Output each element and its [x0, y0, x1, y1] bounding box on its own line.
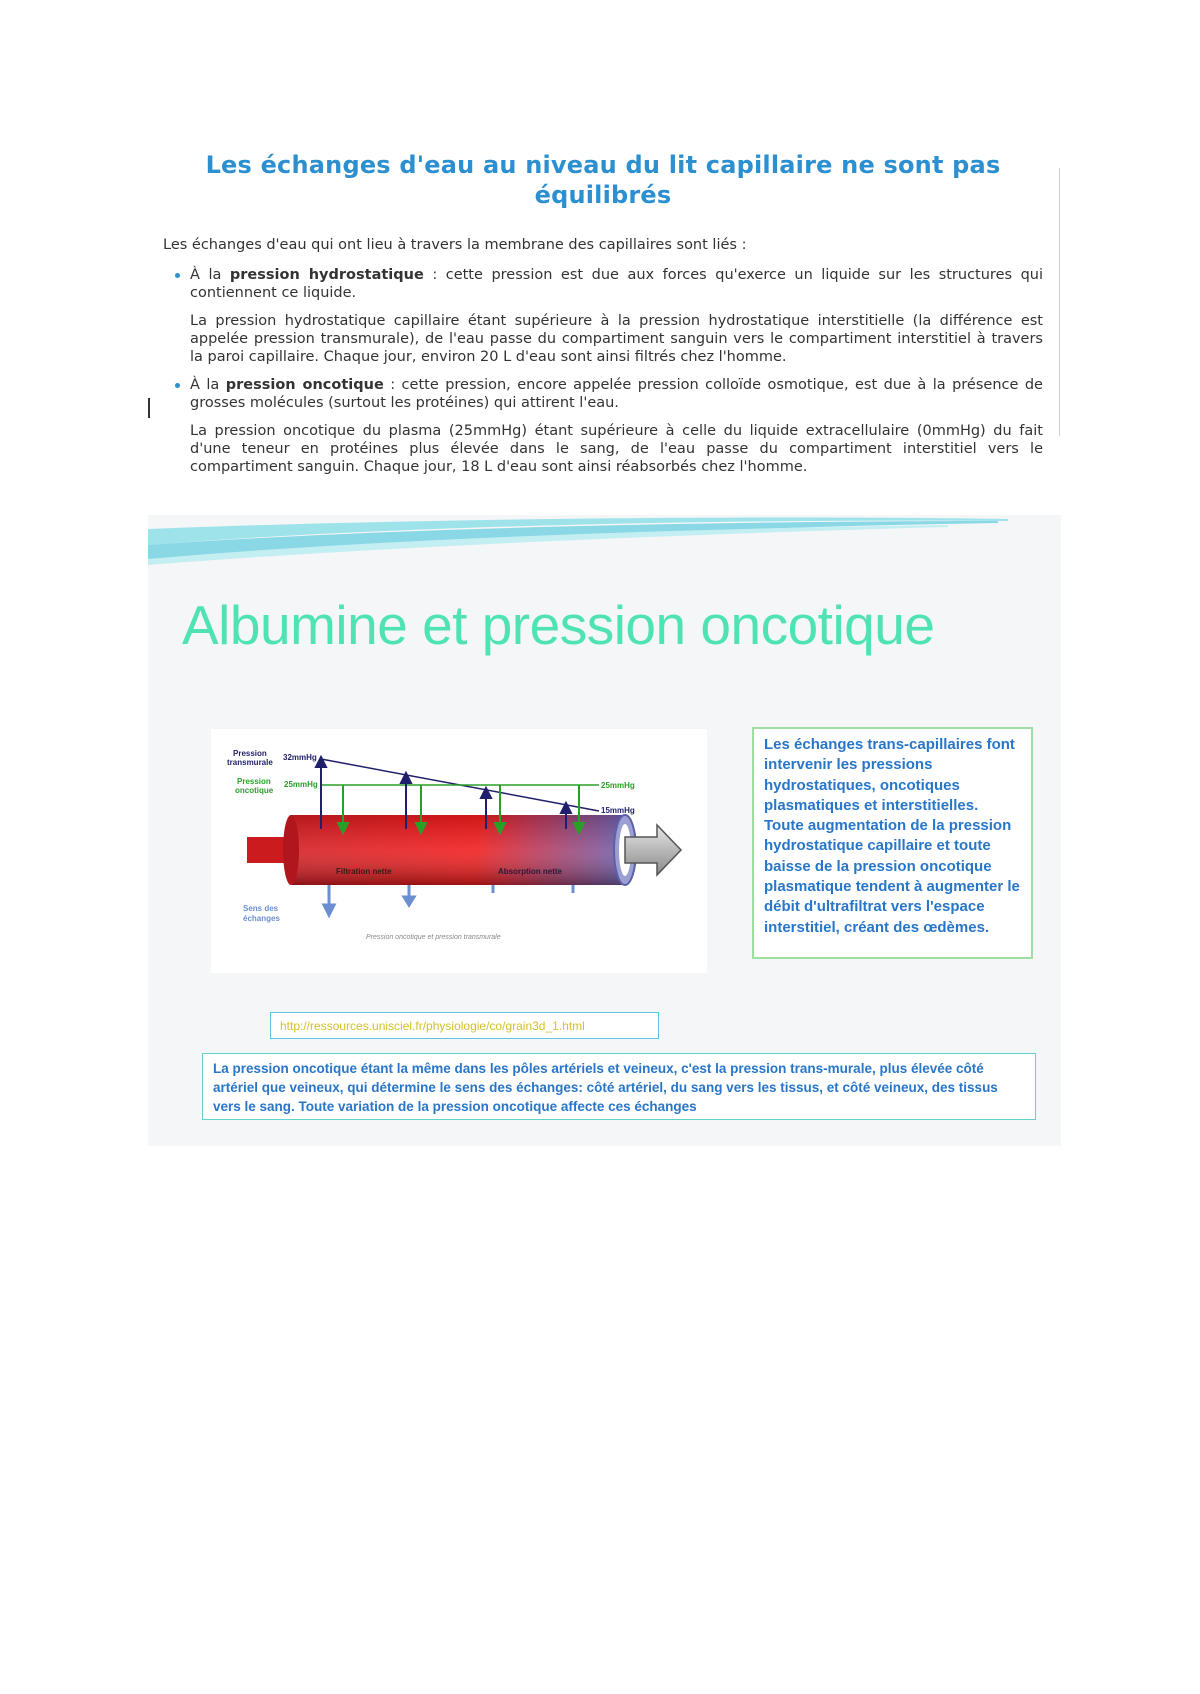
summary-box [202, 1053, 1036, 1120]
diagram-caption: Pression oncotique et pression transmurale [366, 934, 501, 941]
bullet-prefix: À la [190, 267, 230, 283]
value-25mmhg-right: 25mmHg [601, 781, 635, 790]
bullet-text: : cette pression, encore appelée pression colloïde osmotique, est due à la présence de grosses molécules (surtout les protéines) qui attirent l'eau. [190, 377, 1043, 411]
bullet-term: pression hydrostatique [229, 267, 424, 283]
capillary-diagram [211, 729, 707, 973]
info-box-text: Les échanges trans-capillaires font intervenir les pressions hydrostatiques, oncotiques plasmatiques et interstitielles. Toute augmentation de la pression hydrostatique capillaire et toute baisse de la pression oncotique plasmatique tendent à augmenter le débit d'ultrafiltrat vers l'espace interstitiel, créant des œdèmes. [764, 736, 1020, 936]
value-32mmhg: 32mmHg [283, 753, 317, 762]
exchange-arrows [324, 885, 573, 915]
label-sens-1: Sens des [243, 904, 279, 913]
document-title: Les échanges d'eau au niveau du lit capillaire ne sont pas équilibrés [205, 151, 1001, 209]
slide-swoosh-decoration [148, 515, 1061, 575]
label-transmurale-2: transmurale [227, 758, 273, 767]
label-absorption: Absorption nette [498, 867, 562, 876]
slide-title: Albumine et pression oncotique [182, 594, 935, 656]
bullet-paragraph: La pression oncotique du plasma (25mmHg) étant supérieure à celle du liquide extracellulaire (0mmHg) du fait d'une teneur en protéines plus élevée dans le sang, de l'eau passe du compartiment interstitiel vers le compartiment sanguin. Chaque jour, 18 L d'eau sont ainsi réabsorbés chez l'homme. [190, 423, 1043, 475]
value-15mmhg: 15mmHg [601, 806, 635, 815]
page-right-rule [1059, 168, 1060, 436]
bullet-dot-icon [175, 273, 180, 278]
bullet-oncotique [163, 376, 1043, 476]
bullet-dot-icon [175, 383, 180, 388]
bullet-text: : cette pression est due aux forces qu'exerce un liquide sur les structures qui contiennent ce liquide. [190, 267, 1044, 301]
value-25mmhg-left: 25mmHg [284, 780, 318, 789]
label-oncotique-2: oncotique [235, 786, 274, 795]
summary-text: La pression oncotique étant la même dans les pôles artériels et veineux, c'est la pression trans-murale, plus élevée côté artériel que veineux, qui détermine le sens des échanges: côté artériel, du sang vers les tissus, et côté veineux, des tissus vers le sang. Toute variation de la pression oncotique affecte ces échanges [213, 1061, 998, 1114]
label-oncotique-1: Pression [237, 777, 271, 786]
bullet-line [190, 266, 1043, 302]
document-intro: Les échanges d'eau qui ont lieu à travers la membrane des capillaires sont liés : [163, 237, 747, 253]
resource-link[interactable]: http://ressources.unisciel.fr/physiologie/co/grain3d_1.html [270, 1012, 659, 1039]
text-cursor [148, 398, 150, 418]
label-filtration: Filtration nette [336, 867, 392, 876]
document-text [163, 150, 1043, 486]
slide [148, 515, 1061, 1146]
bullet-line [190, 376, 1043, 412]
bullet-list [163, 266, 1043, 476]
label-transmurale-1: Pression [233, 749, 267, 758]
bullet-prefix: À la [190, 377, 226, 393]
bullet-term: pression oncotique [225, 377, 384, 393]
label-sens-2: échanges [243, 914, 280, 923]
bullet-hydrostatique [163, 266, 1043, 366]
bullet-paragraph: La pression hydrostatique capillaire étant supérieure à la pression hydrostatique interstitielle (la différence est appelée pression transmurale), de l'eau passe du compartiment sanguin vers le compartiment interstitiel à travers la paroi capillaire. Chaque jour, environ 20 L d'eau sont ainsi filtrés chez l'homme. [190, 313, 1043, 365]
info-box-green [752, 727, 1033, 959]
